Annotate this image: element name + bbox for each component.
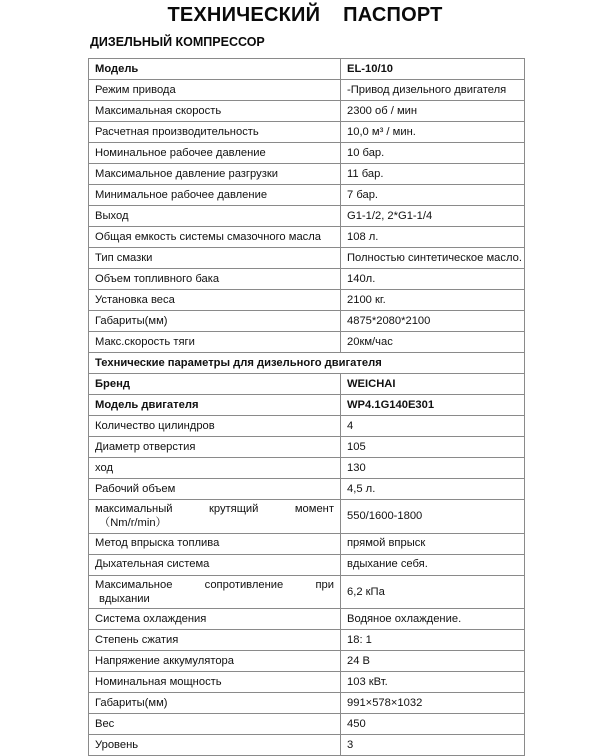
table-row <box>89 248 525 269</box>
table-row <box>89 227 525 248</box>
row-label: Метод впрыска топлива <box>89 533 341 554</box>
row-label <box>89 500 341 534</box>
table-row <box>89 59 525 80</box>
row-value: вдыхание себя. <box>341 554 525 575</box>
row-value: 130 <box>341 458 525 479</box>
table-row <box>89 143 525 164</box>
row-value: 24 В <box>341 651 525 672</box>
row-value: 4,5 л. <box>341 479 525 500</box>
row-value: 991×578×1032 <box>341 693 525 714</box>
page-subtitle: ДИЗЕЛЬНЫЙ КОМПРЕССОР <box>90 35 265 49</box>
table-section-header-row <box>89 353 525 374</box>
row-label: Модель <box>89 59 341 80</box>
row-label: Макс.скорость тяги <box>89 332 341 353</box>
row-label: Габариты(мм) <box>89 311 341 332</box>
row-label: Уровень <box>89 735 341 756</box>
specifications-table <box>88 58 525 756</box>
row-label: Дыхательная система <box>89 554 341 575</box>
row-label-line-1: Максимальное сопротивление при <box>95 578 334 591</box>
row-value: прямой впрыск <box>341 533 525 554</box>
table-row <box>89 416 525 437</box>
table-row <box>89 479 525 500</box>
row-label: Установка веса <box>89 290 341 311</box>
row-value: Полностью синтетическое масло. <box>341 248 525 269</box>
row-label: Общая емкость системы смазочного масла <box>89 227 341 248</box>
row-label: Система охлаждения <box>89 609 341 630</box>
row-value: G1-1/2, 2*G1-1/4 <box>341 206 525 227</box>
row-value: 6,2 кПа <box>341 575 525 609</box>
table-row <box>89 554 525 575</box>
row-label: Расчетная производительность <box>89 122 341 143</box>
row-value: 2300 об / мин <box>341 101 525 122</box>
table-row <box>89 672 525 693</box>
row-label: Номинальная мощность <box>89 672 341 693</box>
row-label: Максимальное давление разгрузки <box>89 164 341 185</box>
table-row <box>89 80 525 101</box>
table-row-torque <box>89 500 525 534</box>
row-label: Выход <box>89 206 341 227</box>
table-row <box>89 374 525 395</box>
table-row <box>89 269 525 290</box>
row-value: 4875*2080*2100 <box>341 311 525 332</box>
table-row <box>89 311 525 332</box>
row-label: Модель двигателя <box>89 395 341 416</box>
table-body <box>89 59 525 756</box>
row-value: 103 кВт. <box>341 672 525 693</box>
row-label: Количество цилиндров <box>89 416 341 437</box>
table-row <box>89 101 525 122</box>
table-row <box>89 714 525 735</box>
row-label: Напряжение аккумулятора <box>89 651 341 672</box>
row-value: 3 <box>341 735 525 756</box>
row-label: Диаметр отверстия <box>89 437 341 458</box>
row-label: Минимальное рабочее давление <box>89 185 341 206</box>
table-row <box>89 164 525 185</box>
row-label: Тип смазки <box>89 248 341 269</box>
section-header-label: Технические параметры для дизельного двигателя <box>89 353 525 374</box>
row-label-line-1: максимальный крутящий момент <box>95 503 334 515</box>
row-label: Режим привода <box>89 80 341 101</box>
row-value: 20км/час <box>341 332 525 353</box>
row-label: Рабочий объем <box>89 479 341 500</box>
row-label <box>89 575 341 609</box>
table-row <box>89 693 525 714</box>
table-row <box>89 735 525 756</box>
row-value: 10 бар. <box>341 143 525 164</box>
row-value: Водяное охлаждение. <box>341 609 525 630</box>
row-value: -Привод дизельного двигателя <box>341 80 525 101</box>
row-value: 140л. <box>341 269 525 290</box>
row-label: Бренд <box>89 374 341 395</box>
row-value: 18: 1 <box>341 630 525 651</box>
row-value: 450 <box>341 714 525 735</box>
table-row <box>89 395 525 416</box>
table-row <box>89 651 525 672</box>
row-label: Максимальная скорость <box>89 101 341 122</box>
row-label: Степень сжатия <box>89 630 341 651</box>
row-value: 7 бар. <box>341 185 525 206</box>
table-row <box>89 609 525 630</box>
row-value: EL-10/10 <box>341 59 525 80</box>
table-row <box>89 332 525 353</box>
table-row <box>89 533 525 554</box>
row-label-line-2: вдыхании <box>99 592 150 605</box>
table-row <box>89 122 525 143</box>
table-row <box>89 185 525 206</box>
row-value: 2100 кг. <box>341 290 525 311</box>
row-label: ход <box>89 458 341 479</box>
row-value: 10,0 м³ / мин. <box>341 122 525 143</box>
row-label: Объем топливного бака <box>89 269 341 290</box>
row-label: Номинальное рабочее давление <box>89 143 341 164</box>
row-label-line-2: （Nm/r/min） <box>99 517 167 530</box>
row-value: 105 <box>341 437 525 458</box>
row-value: WP4.1G140E301 <box>341 395 525 416</box>
table-row <box>89 458 525 479</box>
row-label: Габариты(мм) <box>89 693 341 714</box>
row-value: 108 л. <box>341 227 525 248</box>
table-row <box>89 437 525 458</box>
table-row <box>89 290 525 311</box>
row-label: Вес <box>89 714 341 735</box>
table-row <box>89 206 525 227</box>
row-value: 550/1600-1800 <box>341 500 525 534</box>
row-value: 11 бар. <box>341 164 525 185</box>
row-value: WEICHAI <box>341 374 525 395</box>
page-title: ТЕХНИЧЕСКИЙ ПАСПОРТ <box>167 4 443 26</box>
row-value: 4 <box>341 416 525 437</box>
table-row-resistance <box>89 575 525 609</box>
table-row <box>89 630 525 651</box>
